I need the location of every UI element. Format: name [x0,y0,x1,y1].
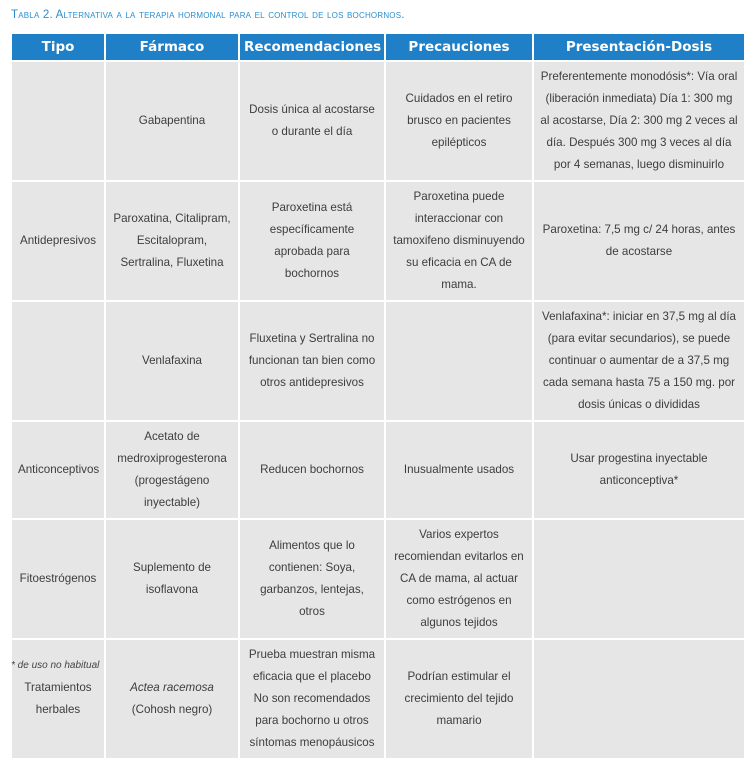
cell-tipo: Fitoestrógenos [11,519,105,639]
cell-farmaco [105,639,239,759]
cell-precauciones: Cuidados en el retiro brusco en pacientes epilépticos [385,61,533,181]
table-caption [11,9,405,21]
farmaco-rest: (Cohosh negro) [131,703,213,716]
cell-recomendaciones: Prueba muestran misma eficacia que el placebo No son recomendados para bochorno u otros síntomas menopáusicos [239,639,385,759]
cell-precauciones: Podrían estimular el crecimiento del tejido mamario [385,639,533,759]
table-row [11,181,745,301]
table-row [11,639,745,759]
table-row [11,421,745,519]
cell-presentacion [533,639,745,759]
header-row [11,33,745,61]
footnote: * de uso no habitual [11,660,100,671]
header-precauciones: Precauciones [385,33,533,61]
cell-tipo: Tratamientos herbales [11,639,105,759]
cell-tipo [11,301,105,421]
cell-farmaco: Suplemento de isoflavona [105,519,239,639]
cell-presentacion: Usar progestina inyectable anticonceptiva* [533,421,745,519]
cell-recomendaciones: Dosis única al acostarse o durante el día [239,61,385,181]
caption-text: Alternativa a la terapia hormonal para el control de los bochornos. [55,9,405,21]
cell-presentacion: Paroxetina: 7,5 mg c/ 24 horas, antes de acostarse [533,181,745,301]
farmaco-italic: Actea racemosa [130,681,214,694]
cell-tipo: Antidepresivos [11,181,105,301]
cell-recomendaciones: Reducen bochornos [239,421,385,519]
cell-precauciones: Inusualmente usados [385,421,533,519]
cell-recomendaciones: Paroxetina está específicamente aprobada para bochornos [239,181,385,301]
cell-precauciones [385,301,533,421]
cell-farmaco: Gabapentina [105,61,239,181]
header-farmaco: Fármaco [105,33,239,61]
caption-label: Tabla 2. [11,9,53,21]
cell-presentacion: Venlafaxina*: iniciar en 37,5 mg al día (para evitar secundarios), se puede continuar o aumentar de a 37,5 mg cada semana hasta 75 a 150 mg. por dosis únicas o divididas [533,301,745,421]
cell-tipo: Anticonceptivos [11,421,105,519]
table-row [11,301,745,421]
cell-farmaco: Acetato de medroxiprogesterona (progestágeno inyectable) [105,421,239,519]
table-row [11,61,745,181]
cell-recomendaciones: Fluxetina y Sertralina no funcionan tan bien como otros antidepresivos [239,301,385,421]
header-tipo: Tipo [11,33,105,61]
cell-recomendaciones: Alimentos que lo contienen: Soya, garbanzos, lentejas, otros [239,519,385,639]
table-row [11,519,745,639]
cell-farmaco: Venlafaxina [105,301,239,421]
cell-precauciones: Varios expertos recomiendan evitarlos en CA de mama, al actuar como estrógenos en algunos tejidos [385,519,533,639]
cell-precauciones: Paroxetina puede interaccionar con tamoxifeno disminuyendo su eficacia en CA de mama. [385,181,533,301]
cell-tipo [11,61,105,181]
cell-farmaco: Paroxatina, Citalipram, Escitalopram, Sertralina, Fluxetina [105,181,239,301]
cell-presentacion [533,519,745,639]
header-presentacion: Presentación-Dosis [533,33,745,61]
cell-presentacion: Preferentemente monodósis*: Vía oral (liberación inmediata) Día 1: 300 mg al acostarse, Día 2: 300 mg 2 veces al día. Después 300 mg 3 veces al día por 4 semanas, luego disminuirlo [533,61,745,181]
therapy-table [10,32,746,760]
header-recomendaciones: Recomendaciones [239,33,385,61]
